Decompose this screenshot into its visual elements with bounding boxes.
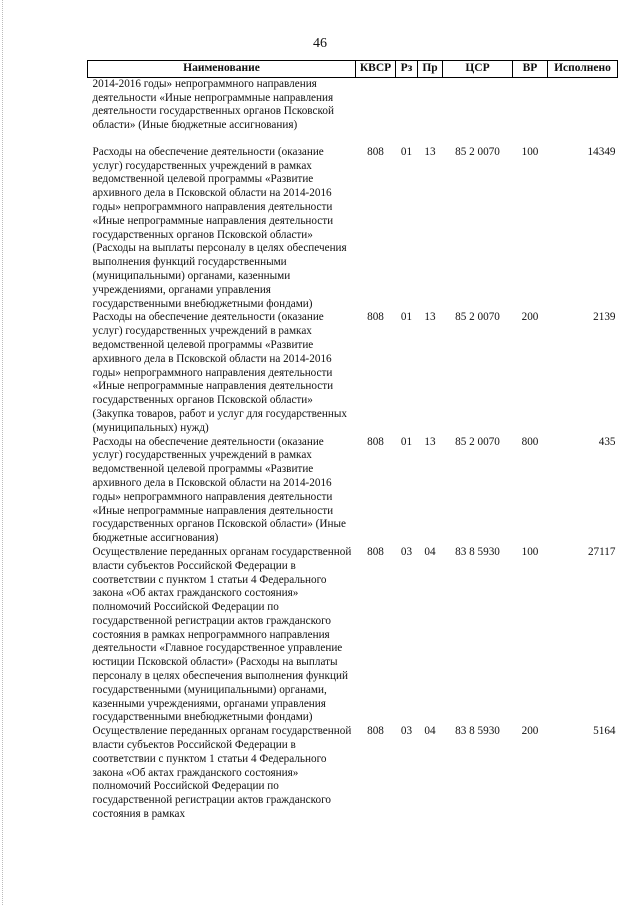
row-rz: 01 [400, 145, 413, 158]
page-number: 46 [313, 36, 327, 51]
row-isp: 5164 [593, 725, 616, 738]
header-isp: Исполнено [548, 61, 618, 78]
row-rz: 03 [400, 545, 413, 558]
row-isp: 435 [598, 435, 616, 448]
row-kvsr: 808 [367, 435, 384, 448]
table-row [88, 725, 618, 822]
row-pr: 04 [424, 545, 436, 558]
row-csr: 83 8 5930 [455, 545, 500, 558]
row-vr: 200 [521, 725, 539, 738]
row-rz: 01 [400, 311, 413, 324]
row-kvsr: 808 [367, 725, 384, 738]
row-name: Осуществление переданных органам государственной власти субъектов Российской Федерации в соответствии с пунктом 1 статьи 4 Федерального закона «Об актах гражданского состояния» полномочий Российской Федерации по государственной регистрации актов гражданского состояния в рамках [92, 725, 352, 821]
row-isp: 27117 [587, 545, 616, 558]
row-rz [396, 77, 418, 146]
header-pr: Пр [418, 61, 443, 78]
row-csr: 85 2 0070 [455, 435, 500, 448]
row-kvsr: 808 [367, 145, 384, 158]
row-rz: 03 [400, 725, 413, 738]
row-name: Осуществление переданных органам государственной власти субъектов Российской Федерации в соответствии с пунктом 1 статьи 4 Федерального закона «Об актах гражданского состояния» полномочий Российской Федерации по государственной регистрации актов гражданского состояния в рамках непрограммного направления деятельности «Главное государственное управление юстиции Псковской области» (Расходы на выплаты персоналу в целях обеспечения выполнения функций государственными (муниципальными) органами, казенными учреждениями, органами управления государственными внебюджетными фондами) [92, 545, 352, 724]
row-rz: 01 [400, 435, 413, 448]
row-vr: 200 [521, 311, 539, 324]
header-vr: ВР [513, 61, 548, 78]
row-vr: 800 [521, 435, 539, 448]
table-row [88, 146, 618, 312]
table-row [88, 77, 618, 146]
row-vr: 100 [521, 545, 539, 558]
scan-margin-line [2, 0, 3, 905]
row-name: Расходы на обеспечение деятельности (оказание услуг) государственных учреждений в рамках ведомственной целевой программы «Развитие архивного дела в Псковской области на 2014-2016 годы» непрограммного направления деятельности «Иные непрограммные направления деятельности государственных органов Псковской области» (Расходы на выплаты персоналу в целях обеспечения выполнения функций государственными (муниципальными) органами, казенными учреждениями, органами управления государственными внебюджетными фондами) [92, 145, 347, 310]
table-row [88, 311, 618, 435]
row-name: 2014-2016 годы» непрограммного направления деятельности «Иные непрограммные направления деятельности государственных органов Псковской области» (Иные бюджетные ассигнования) [92, 77, 334, 132]
row-kvsr: 808 [367, 311, 384, 324]
row-csr: 83 8 5930 [455, 725, 500, 738]
row-csr [443, 77, 513, 146]
row-isp: 2139 [593, 311, 616, 324]
row-csr: 85 2 0070 [455, 145, 500, 158]
table-header [88, 61, 618, 78]
table-row [88, 436, 618, 546]
row-pr: 13 [424, 311, 436, 324]
row-pr: 13 [424, 435, 436, 448]
row-kvsr: 808 [367, 545, 384, 558]
budget-execution-table [87, 60, 618, 822]
table-row [88, 546, 618, 725]
row-pr [418, 77, 443, 146]
row-pr: 04 [424, 725, 436, 738]
header-kvsr: КВСР [356, 61, 396, 78]
row-vr [513, 77, 548, 146]
row-isp: 14349 [587, 145, 616, 158]
row-name: Расходы на обеспечение деятельности (оказание услуг) государственных учреждений в рамках ведомственной целевой программы «Развитие архивного дела в Псковской области на 2014-2016 годы» непрограммного направления деятельности «Иные непрограммные направления деятельности государственных органов Псковской области» (Иные бюджетные ассигнования) [92, 435, 346, 545]
row-pr: 13 [424, 145, 436, 158]
header-csr: ЦСР [443, 61, 513, 78]
row-kvsr [356, 77, 396, 146]
row-vr: 100 [521, 145, 539, 158]
header-name: Наименование [88, 61, 356, 78]
row-name: Расходы на обеспечение деятельности (оказание услуг) государственных учреждений в рамках ведомственной целевой программы «Развитие архивного дела в Псковской области на 2014-2016 годы» непрограммного направления деятельности «Иные непрограммные направления деятельности государственных органов Псковской области» (Закупка товаров, работ и услуг для государственных (муниципальных) нужд) [92, 311, 347, 434]
header-rz: Рз [396, 61, 418, 78]
row-csr: 85 2 0070 [455, 311, 500, 324]
row-isp [548, 77, 618, 146]
